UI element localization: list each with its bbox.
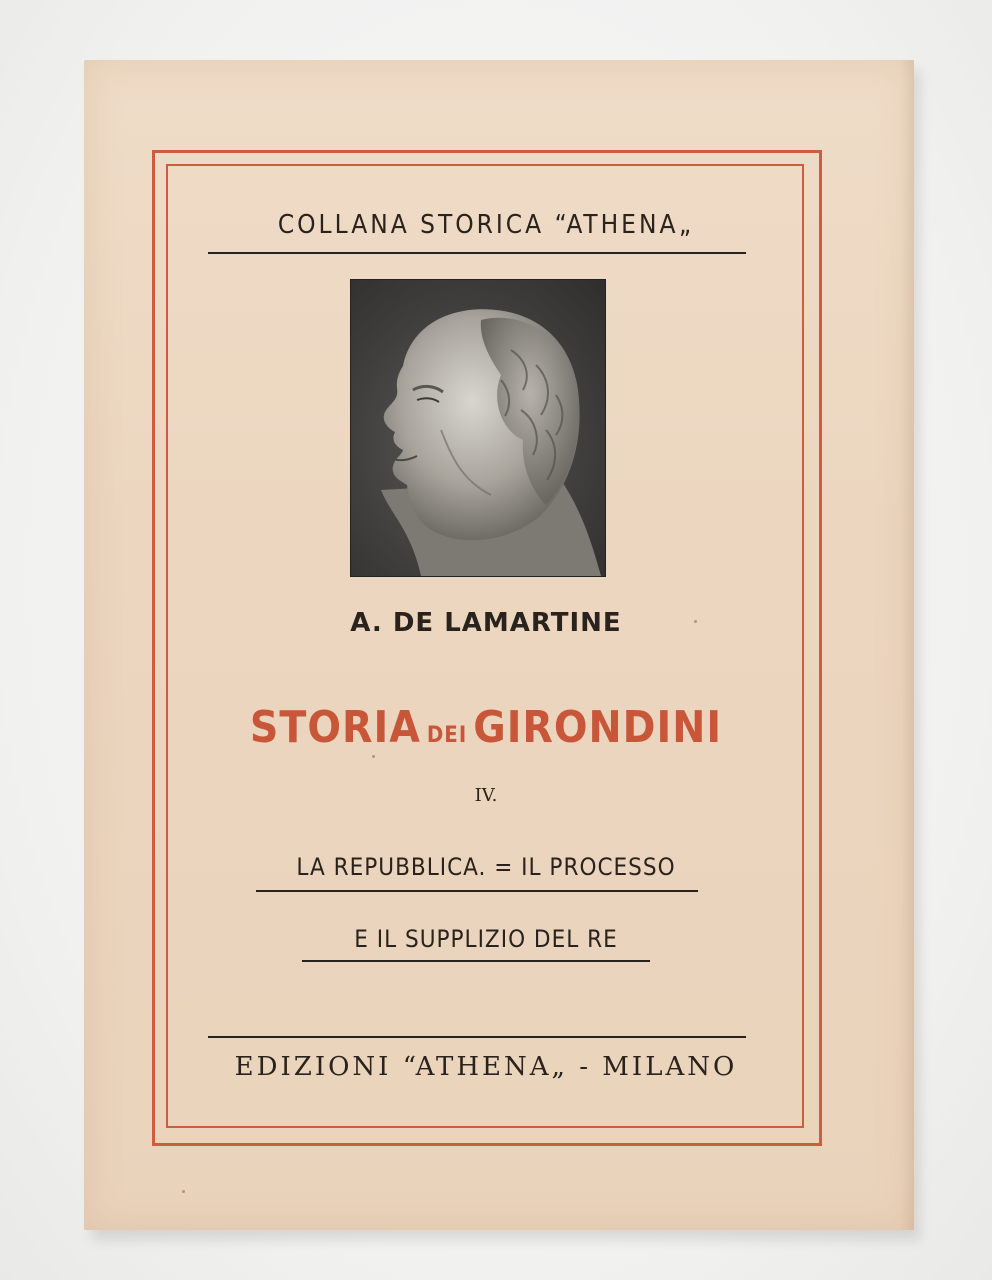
book-title bbox=[180, 702, 792, 753]
paper-speck bbox=[372, 755, 375, 758]
title-word-dei: DEI bbox=[426, 723, 468, 748]
subtitle-line-1: LA REPUBBLICA. = IL PROCESSO bbox=[296, 853, 676, 881]
author-name: A. DE LAMARTINE bbox=[350, 608, 622, 638]
title-word-girondini: GIRONDINI bbox=[473, 702, 723, 753]
publisher-rule bbox=[208, 1036, 746, 1038]
series-rule bbox=[208, 252, 746, 254]
title-word-storia: STORIA bbox=[249, 702, 421, 753]
paper-speck bbox=[694, 620, 697, 623]
book-cover bbox=[84, 60, 914, 1230]
subtitle-rule-2 bbox=[302, 960, 650, 962]
volume-number: IV. bbox=[474, 785, 498, 806]
paper-speck bbox=[182, 1190, 185, 1193]
publisher-imprint: EDIZIONI “ATHENA„ - MILANO bbox=[234, 1052, 738, 1082]
subtitle-rule-1 bbox=[256, 890, 698, 892]
subtitle-line-2: E IL SUPPLIZIO DEL RE bbox=[354, 925, 618, 953]
portrait-image bbox=[350, 279, 606, 577]
series-title: COLLANA STORICA “ATHENA„ bbox=[277, 210, 695, 240]
bust-relief-illustration bbox=[351, 280, 605, 576]
